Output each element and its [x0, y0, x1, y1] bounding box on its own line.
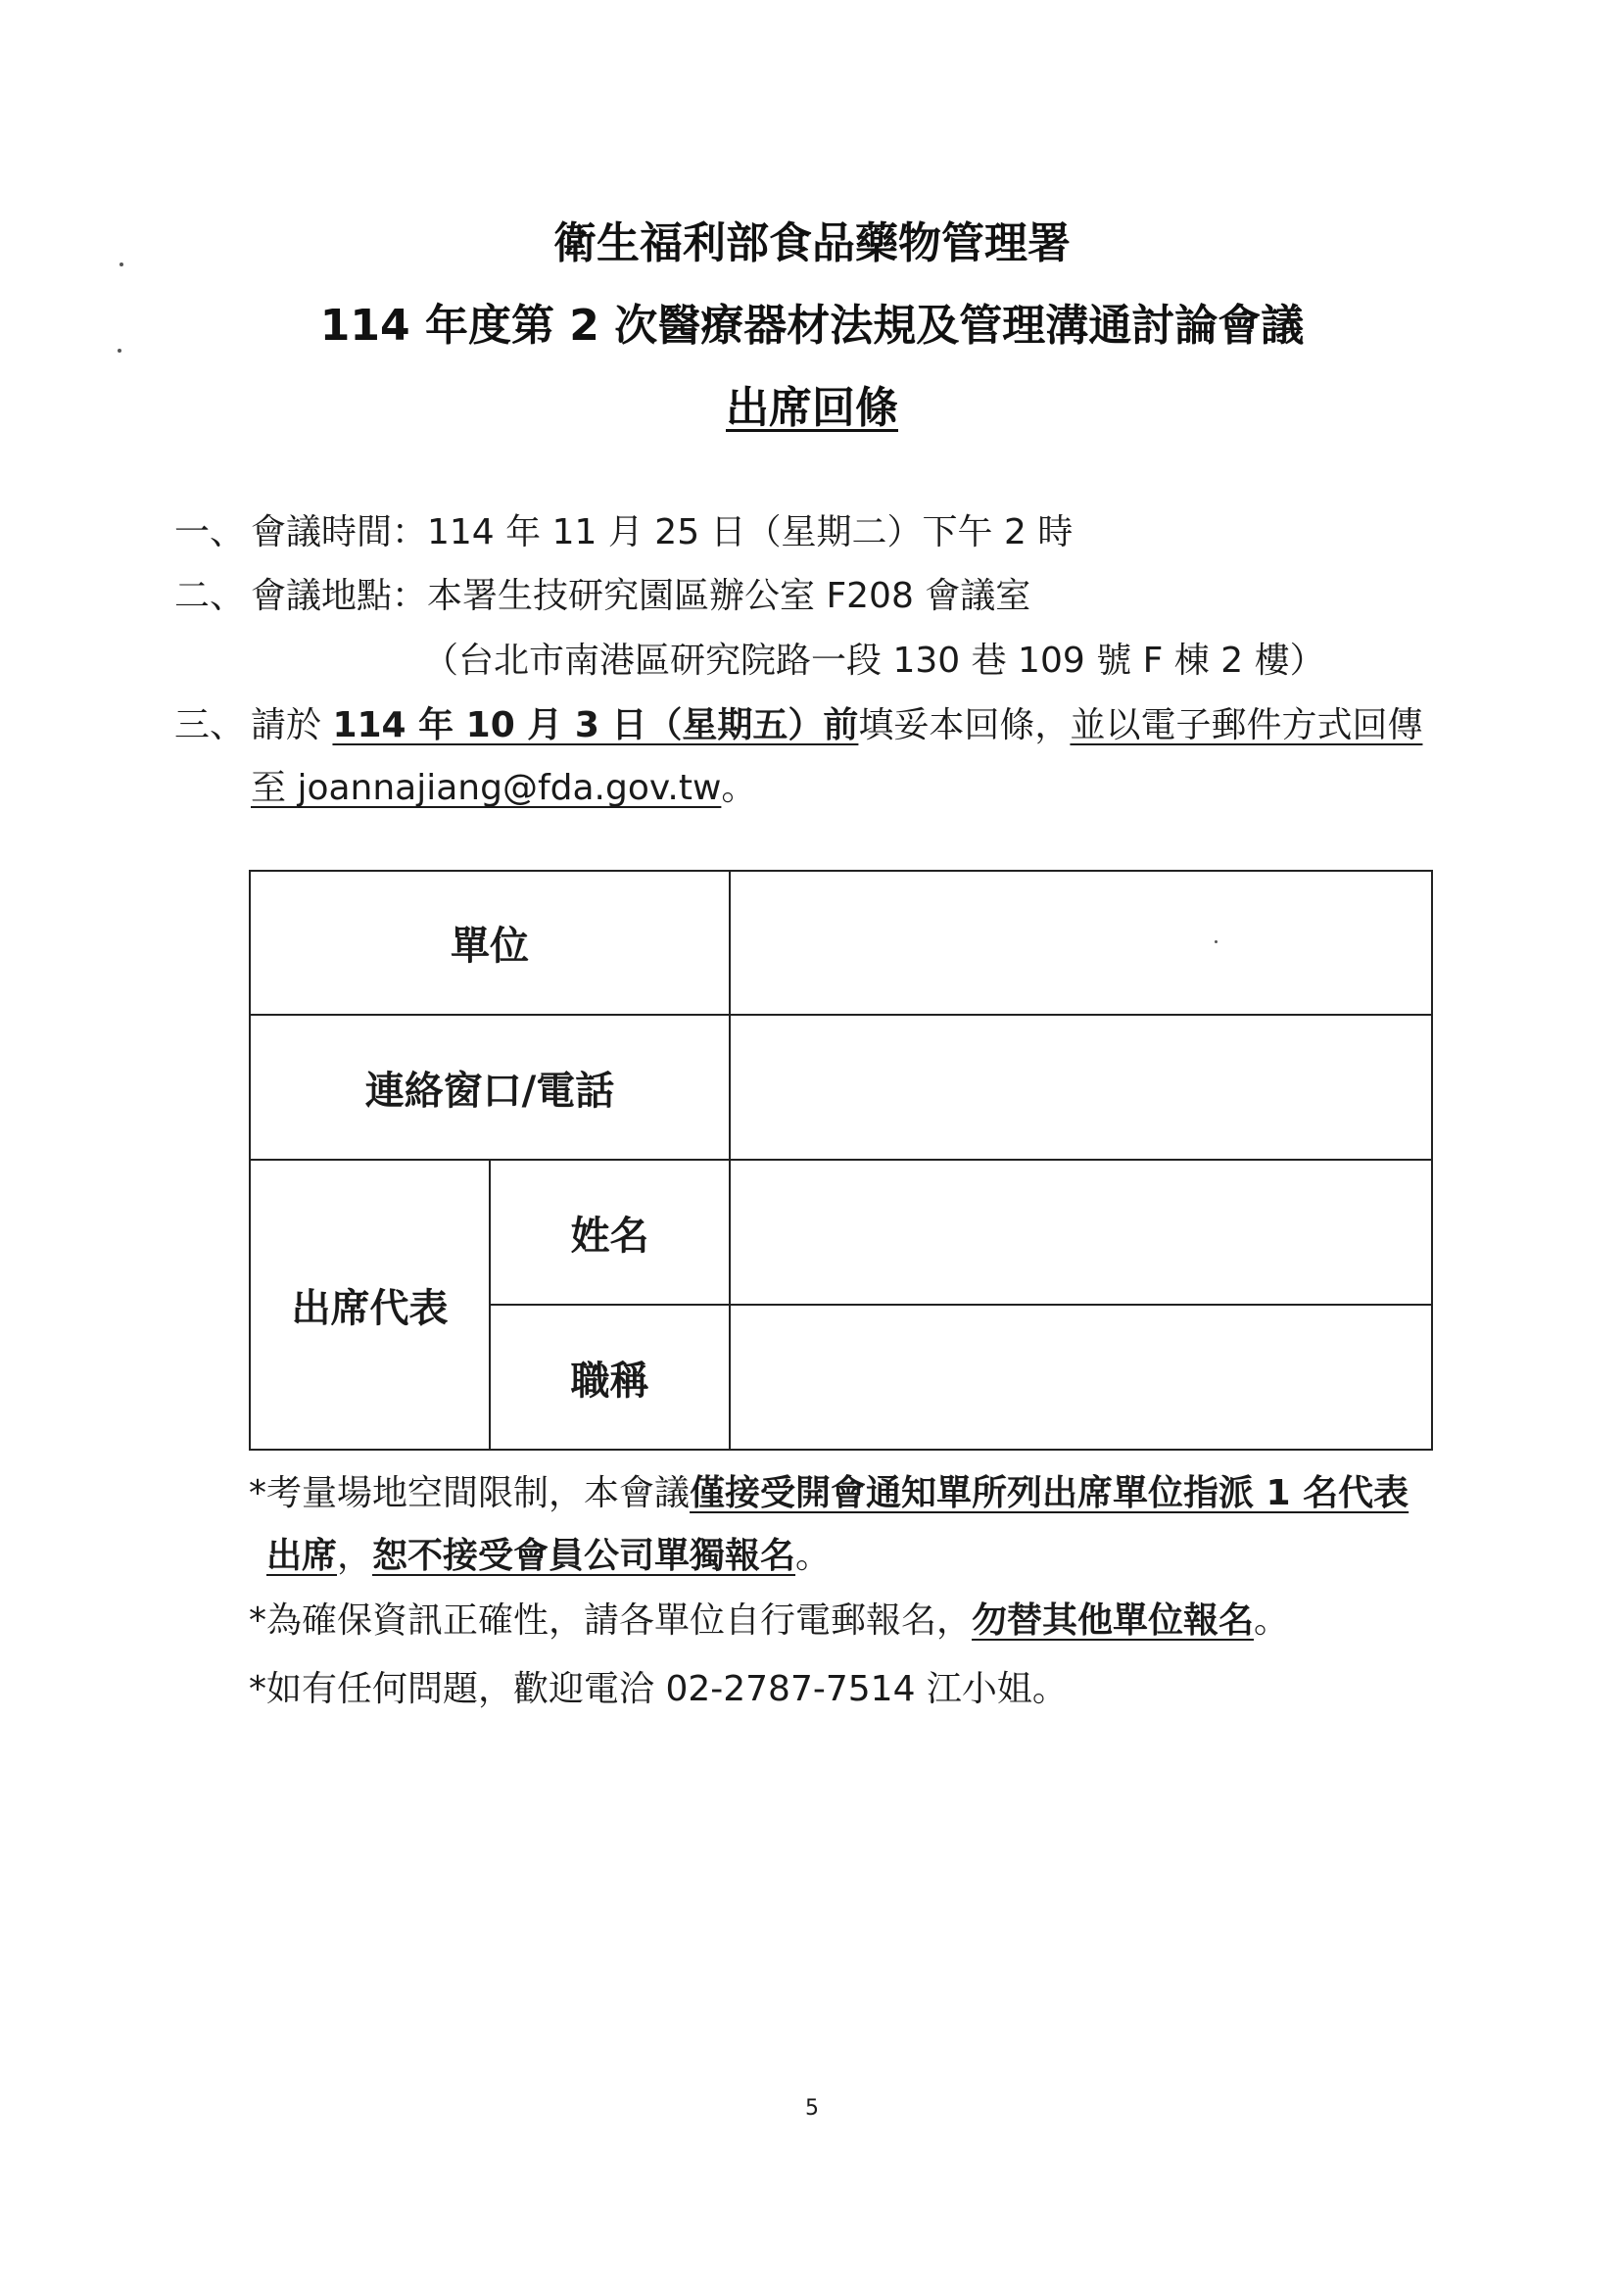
- note2-part-b: 勿替其他單位報名: [972, 1600, 1255, 1641]
- item-one-text: 會議時間：114 年 11 月 25 日（星期二）下午 2 時: [251, 512, 1074, 552]
- item-three-number: 三、: [174, 705, 246, 745]
- unit-field[interactable]: [730, 871, 1432, 1015]
- reply-deadline: 114 年 10 月 3 日（星期五）前: [332, 705, 859, 745]
- note-venue-limit-line2: [266, 1528, 831, 1578]
- item-three-line2: [251, 760, 756, 810]
- item-two-text: 會議地點：本署生技研究園區辦公室 F208 會議室: [251, 576, 1031, 616]
- item-two-address: （台北市南港區研究院路一段 130 巷 109 號 F 棟 2 樓）: [423, 641, 1325, 681]
- contact-label: 連絡窗口/電話: [250, 1015, 730, 1160]
- note-self-register: [249, 1593, 1289, 1643]
- contact-field[interactable]: [730, 1015, 1432, 1160]
- email-prefix: 至: [251, 768, 298, 808]
- item-three-line1: [251, 697, 1422, 747]
- unit-label: 單位: [250, 871, 730, 1015]
- note1-part-f: 。: [795, 1536, 832, 1576]
- form-title-text: 出席回條: [726, 383, 898, 433]
- form-row-unit: [250, 871, 1432, 1015]
- meeting-title: 114 年度第 2 次醫療器材法規及管理溝通討論會議: [319, 301, 1305, 351]
- job-title-label: 職稱: [490, 1305, 730, 1450]
- attendee-label: 出席代表: [250, 1160, 490, 1450]
- note1-part-a: *考量場地空間限制，本會議: [249, 1473, 691, 1513]
- note1-part-b: 僅接受開會通知單所列出席單位指派 1 名代表: [690, 1473, 1409, 1513]
- note2-part-a: *為確保資訊正確性，請各單位自行電郵報名，: [249, 1600, 973, 1641]
- item-three-prefix: 請於: [251, 705, 333, 745]
- reply-email-link[interactable]: joannajiang@fda.gov.tw: [297, 768, 722, 808]
- note1-part-d: ，: [337, 1536, 373, 1576]
- name-field[interactable]: [730, 1160, 1432, 1305]
- job-title-field[interactable]: [730, 1305, 1432, 1450]
- note1-part-e: 恕不接受會員公司單獨報名: [372, 1536, 796, 1576]
- reply-method: 並以電子郵件方式回傳: [1070, 705, 1423, 745]
- agency-title: 衛生福利部食品藥物管理署: [553, 218, 1071, 268]
- form-row-contact: [250, 1015, 1432, 1160]
- item-two-number: 二、: [174, 576, 246, 616]
- name-label: 姓名: [490, 1160, 730, 1305]
- item-one-number: 一、: [174, 512, 246, 552]
- item-three-mid: 填妥本回條，: [858, 705, 1071, 745]
- page-number: 5: [805, 2096, 819, 2121]
- note-contact-info: *如有任何問題，歡迎電洽 02-2787-7514 江小姐。: [249, 1669, 1068, 1709]
- note-venue-limit-line1: [249, 1465, 1409, 1515]
- form-row-name: [250, 1160, 1432, 1305]
- note1-part-c: 出席: [266, 1536, 338, 1576]
- form-title: [0, 372, 1624, 435]
- item-three-end: 。: [721, 768, 757, 808]
- attendance-form-table: [249, 870, 1433, 1451]
- note2-part-c: 。: [1254, 1600, 1290, 1641]
